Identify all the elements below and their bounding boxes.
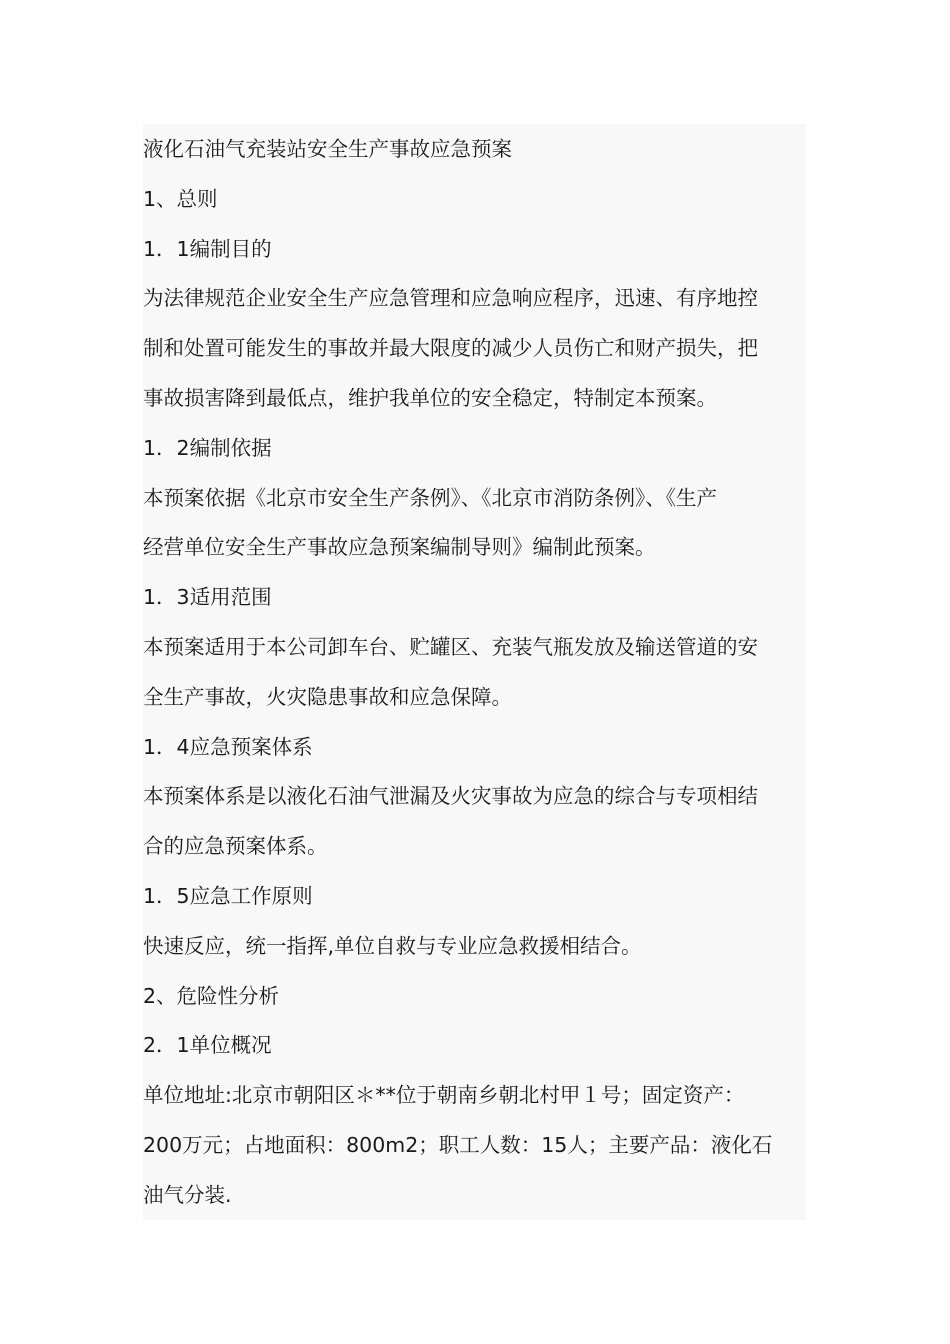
document-page [143, 124, 806, 1220]
paragraph-line: 快速反应，统一指挥,单位自救与专业应急救援相结合。 [143, 933, 642, 958]
paragraph-line: 本预案适用于本公司卸车台、贮罐区、充装气瓶发放及输送管道的安 [143, 634, 758, 659]
section-heading: 2、危险性分析 [143, 983, 280, 1008]
paragraph-line: 全生产事故，火灾隐患事故和应急保障。 [143, 684, 512, 709]
section-heading: 1、总则 [143, 186, 218, 211]
document-body [143, 132, 806, 1228]
paragraph-line: 经营单位安全生产事故应急预案编制导则》编制此预案。 [143, 535, 656, 560]
subsection-heading: 1．5应急工作原则 [143, 883, 313, 908]
paragraph-line: 本预案依据《北京市安全生产条例》、《北京市消防条例》、《生产 [143, 485, 717, 510]
paragraph-line: 本预案体系是以液化石油气泄漏及火灾事故为应急的综合与专项相结 [143, 784, 758, 809]
paragraph-line: 200万元；占地面积：800m2；职工人数：15人；主要产品：液化石 [143, 1132, 773, 1157]
paragraph-line: 为法律规范企业安全生产应急管理和应急响应程序，迅速、有序地控 [143, 286, 758, 311]
subsection-heading: 1．4应急预案体系 [143, 734, 313, 759]
subsection-heading: 2．1单位概况 [143, 1033, 272, 1058]
subsection-heading: 1．2编制依据 [143, 435, 272, 460]
document-title: 液化石油气充装站安全生产事故应急预案 [143, 137, 512, 161]
paragraph-line: 事故损害降到最低点，维护我单位的安全稳定，特制定本预案。 [143, 385, 717, 410]
subsection-heading: 1．3适用范围 [143, 585, 272, 610]
paragraph-line: 合的应急预案体系。 [143, 834, 328, 859]
subsection-heading: 1．1编制目的 [143, 236, 272, 261]
paragraph-line: 制和处置可能发生的事故并最大限度的减少人员伤亡和财产损失，把 [143, 336, 758, 361]
paragraph-line: 油气分装. [143, 1182, 232, 1207]
paragraph-line: 单位地址:北京市朝阳区＊**位于朝南乡朝北村甲１号；固定资产： [143, 1083, 745, 1108]
